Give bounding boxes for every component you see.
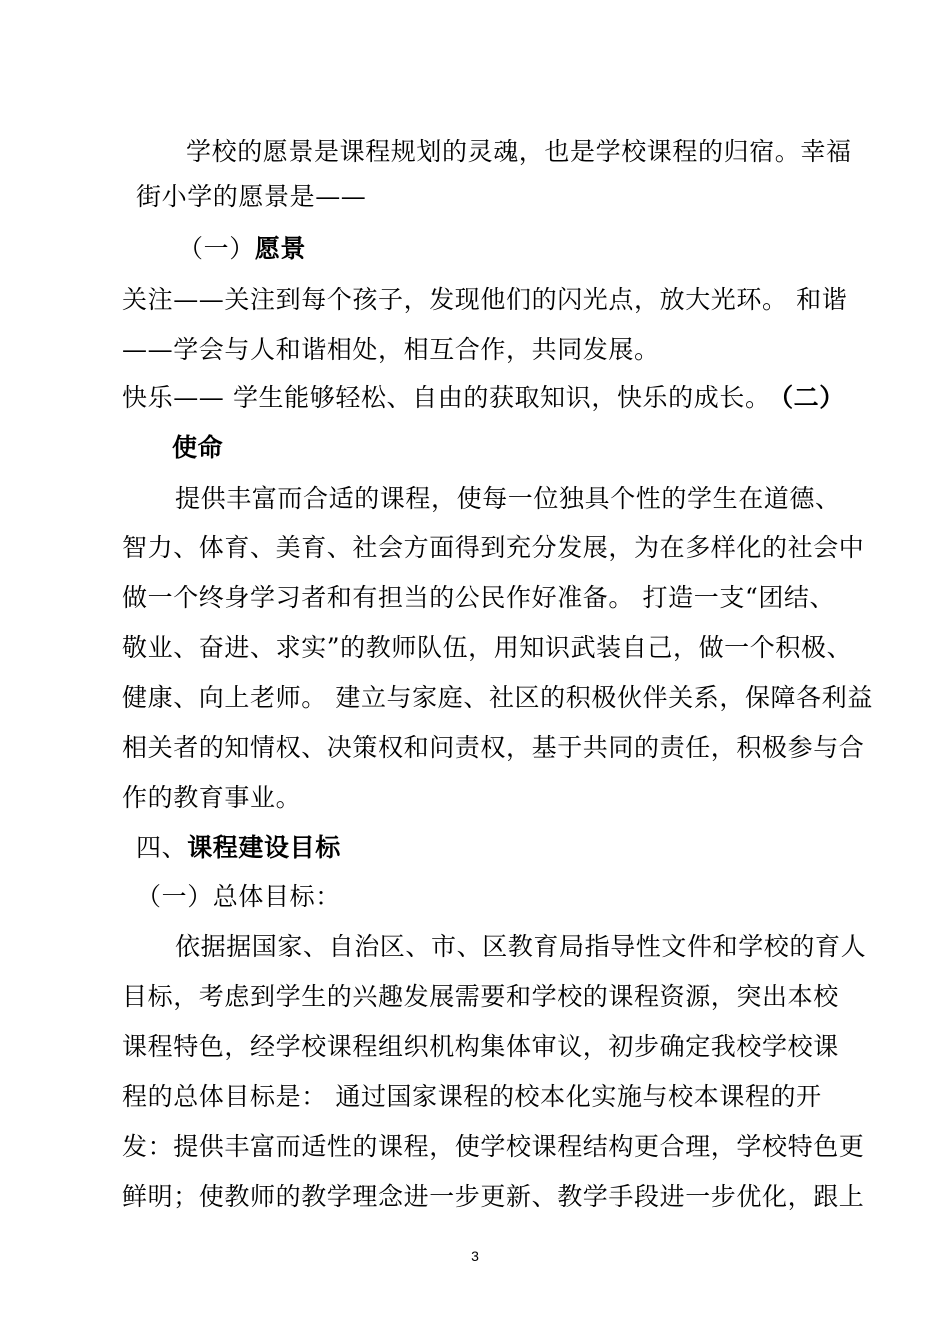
section-heading-mission: 使命 — [172, 433, 224, 462]
heading-number: （二） — [780, 383, 845, 412]
paragraph-line: 作的教育事业。 — [122, 783, 302, 812]
paragraph-line: 提供丰富而合适的课程，使每一位独具个性的学生在道德、 — [175, 484, 841, 513]
paragraph-line: 智力、体育、美育、社会方面得到充分发展，为在多样化的社会中 — [122, 533, 865, 562]
section-heading-goals — [136, 833, 341, 863]
paragraph-line: 关注——关注到每个孩子，发现他们的闪光点，放大光环。 和谐 — [122, 285, 848, 314]
paragraph-line: 做一个终身学习者和有担当的公民作好准备。 打造一支“团结、 — [122, 583, 836, 612]
paragraph-line — [122, 383, 845, 413]
paragraph-line: 目标，考虑到学生的兴趣发展需要和学校的课程资源，突出本校 — [122, 982, 839, 1011]
paragraph-line: 依据据国家、自治区、市、区教育局指导性文件和学校的育人 — [175, 932, 867, 961]
paragraph-line: 相关者的知情权、决策权和问责权，基于共同的责任，积极参与合 — [122, 733, 865, 762]
section-heading-vision — [178, 234, 306, 264]
paragraph-line: 街小学的愿景是—— — [136, 182, 367, 211]
subsection-heading: （一）总体目标： — [136, 882, 341, 911]
line-text: 快乐—— 学生能够轻松、自由的获取知识，快乐的成长。 — [122, 383, 771, 412]
heading-number: （一） — [178, 234, 255, 263]
paragraph-line: 健康、向上老师。 建立与家庭、社区的积极伙伴关系，保障各利益 — [122, 683, 873, 712]
paragraph-line: 发：提供丰富而适性的课程，使学校课程结构更合理，学校特色更 — [122, 1132, 865, 1161]
paragraph-line: ——学会与人和谐相处，相互合作，共同发展。 — [122, 335, 660, 364]
paragraph-line: 课程特色，经学校课程组织机构集体审议，初步确定我校学校课 — [122, 1032, 839, 1061]
paragraph-line: 程的总体目标是： 通过国家课程的校本化实施与校本课程的开 — [122, 1082, 822, 1111]
heading-title: 愿景 — [254, 234, 307, 263]
paragraph-line: 敬业、奋进、求实”的教师队伍，用知识武装自己，做一个积极、 — [122, 633, 853, 662]
page-number: 3 — [471, 1248, 479, 1264]
heading-number: 四、 — [136, 833, 188, 862]
paragraph-line: 鲜明；使教师的教学理念进一步更新、教学手段进一步优化，跟上 — [122, 1182, 865, 1211]
heading-title: 课程建设目标 — [187, 833, 341, 862]
paragraph-line: 学校的愿景是课程规划的灵魂，也是学校课程的归宿。幸福 — [186, 137, 852, 166]
